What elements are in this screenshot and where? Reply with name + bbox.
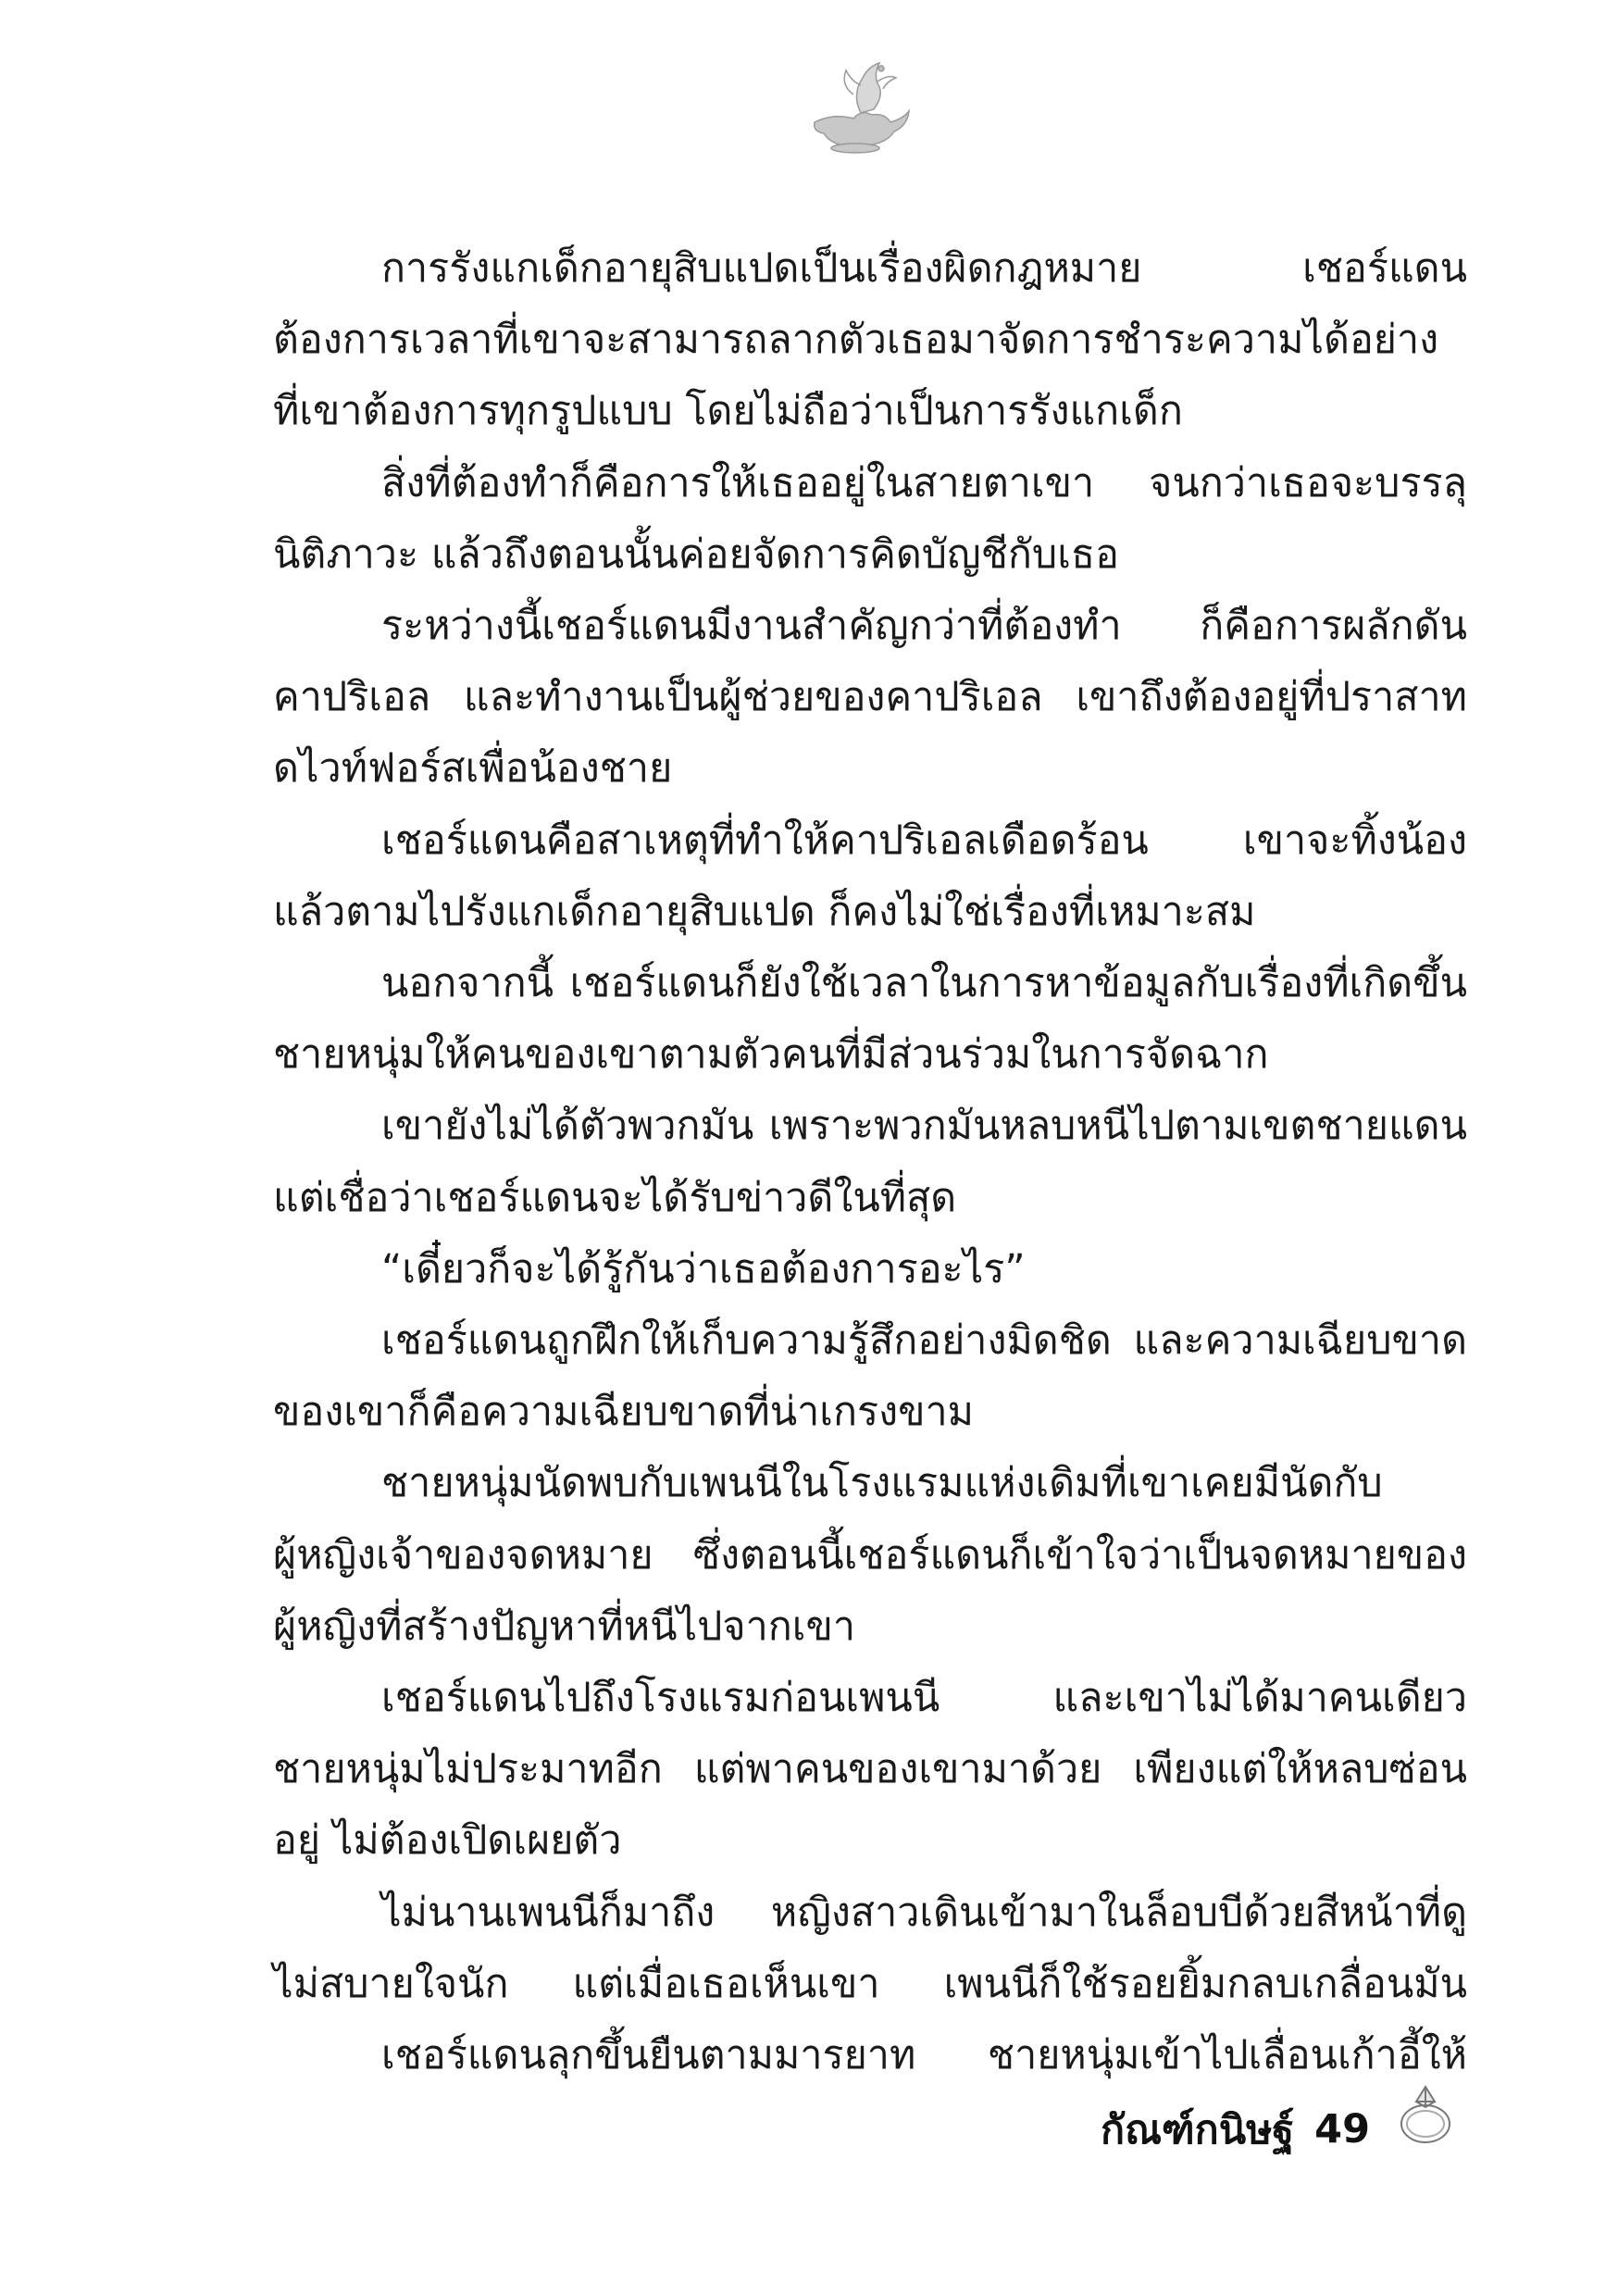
text-line: เชอร์แดนคือสาเหตุที่ทำให้คาปริเอลเดือดร้อน เขาจะทิ้งน้อง <box>381 817 1467 864</box>
text-line: ระหว่างนี้เชอร์แดนมีงานสำคัญกว่าที่ต้องทำ ก็คือการผลักดัน <box>381 603 1467 650</box>
text-line: แล้วตามไปรังแกเด็กอายุสิบแปด ก็คงไม่ใช่เรื่องที่เหมาะสม <box>273 888 1256 935</box>
text-line: ชายหนุ่มไม่ประมาทอีก แต่พาคนของเขามาด้วย เพียงแต่ให้หลบซ่อน <box>273 1746 1467 1793</box>
text-line: ดไวท์ฟอร์สเพื่อน้องชาย <box>273 745 673 792</box>
text-line: เชอร์แดนลุกขึ้นยืนตามมารยาท ชายหนุ่มเข้าไปเลื่อนเก้าอี้ให้ <box>381 2032 1467 2079</box>
text-line: ที่เขาต้องการทุกรูปแบบ โดยไม่ถือว่าเป็นการรังแกเด็ก <box>273 388 1183 435</box>
text-line: นิติภาวะ แล้วถึงตอนนั้นค่อยจัดการคิดบัญชีกับเธอ <box>273 530 1119 578</box>
text-line: ต้องการเวลาที่เขาจะสามารถลากตัวเธอมาจัดการชำระความได้อย่าง <box>273 317 1439 364</box>
text-line: “เดี๋ยวก็จะได้รู้กันว่าเธอต้องการอะไร” <box>381 1245 1026 1292</box>
text-line: ชายหนุ่มนัดพบกับเพนนีในโรงแรมแห่งเดิมที่เขาเคยมีนัดกับ <box>381 1460 1383 1507</box>
text-line: ผู้หญิงเจ้าของจดหมาย ซึ่งตอนนี้เชอร์แดนก็เข้าใจว่าเป็นจดหมายของ <box>273 1531 1467 1578</box>
text-line: ผู้หญิงที่สร้างปัญหาที่หนีไปจากเขา <box>273 1603 856 1650</box>
text-line: นอกจากนี้ เชอร์แดนก็ยังใช้เวลาในการหาข้อมูลกับเรื่องที่เกิดขึ้น <box>381 960 1467 1007</box>
text-line: เชอร์แดนไปถึงโรงแรมก่อนเพนนี และเขาไม่ได้มาคนเดียว <box>381 1675 1467 1722</box>
magic-lamp-icon <box>796 57 916 159</box>
text-line: ชายหนุ่มให้คนของเขาตามตัวคนที่มีส่วนร่วมในการจัดฉาก <box>273 1031 1269 1079</box>
page-footer <box>1101 2097 1370 2162</box>
book-title: กัณฑ์กนิษฐ์ <box>1101 2107 1295 2153</box>
text-line: ไม่สบายใจนัก แต่เมื่อเธอเห็นเขา เพนนีก็ใช้รอยยิ้มกลบเกลื่อนมัน <box>273 1960 1467 2007</box>
text-line: เขายังไม่ได้ตัวพวกมัน เพราะพวกมันหลบหนีไปตามเขตชายแดน <box>381 1103 1467 1150</box>
page-number: 49 <box>1314 2106 1370 2152</box>
text-line: อยู่ ไม่ต้องเปิดเผยตัว <box>273 1817 622 1865</box>
text-line: สิ่งที่ต้องทำก็คือการให้เธออยู่ในสายตาเขา จนกว่าเธอจะบรรลุ <box>381 459 1467 506</box>
text-line: ไม่นานเพนนีก็มาถึง หญิงสาวเดินเข้ามาในล็อบบีด้วยสีหน้าที่ดู <box>381 1889 1467 1936</box>
text-line: แต่เชื่อว่าเชอร์แดนจะได้รับข่าวดีในที่สุด <box>273 1174 957 1221</box>
text-line: ของเขาก็คือความเฉียบขาดที่น่าเกรงขาม <box>273 1389 975 1436</box>
text-line: การรังแกเด็กอายุสิบแปดเป็นเรื่องผิดกฎหมาย เชอร์แดน <box>381 245 1467 292</box>
text-line: เชอร์แดนถูกฝึกให้เก็บความรู้สึกอย่างมิดชิด และความเฉียบขาด <box>381 1317 1467 1365</box>
body-text <box>273 233 1467 2091</box>
text-line: คาปริเอล และทำงานเป็นผู้ช่วยของคาปริเอล เขาถึงต้องอยู่ที่ปราสาท <box>273 674 1467 721</box>
ring-icon <box>1393 2074 1458 2148</box>
